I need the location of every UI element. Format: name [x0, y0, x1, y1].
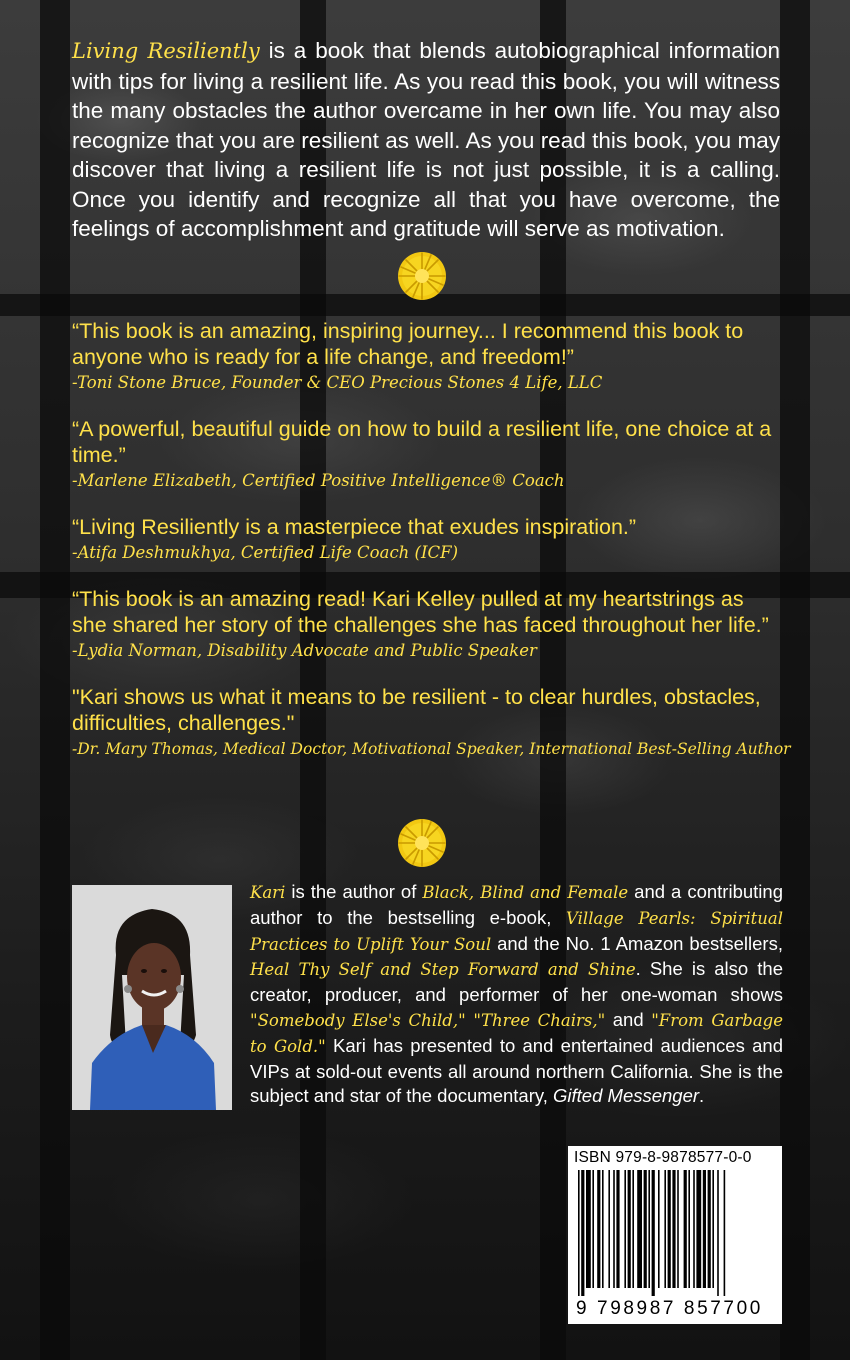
book-title: Living Resiliently: [72, 39, 260, 63]
barcode-bars: [578, 1170, 772, 1296]
author-name: Kari: [250, 883, 286, 902]
blurb-text: is a book that blends autobiographical information with tips for living a resilient life. As you read this book, you will witness the many obstacles the author overcame in her own life. You may also recognize that you are resilient as well. As you read this book, you may discover that living a resilient life is not just possible, it is a calling. Once you identify and recognize all that you have overcome, the feelings of accomplishment and gratitude will serve as motivation.: [72, 38, 780, 241]
quote-text: “A powerful, beautiful guide on how to build a resilient life, one choice at a time.”: [72, 417, 772, 467]
isbn-barcode: [568, 1146, 782, 1324]
barcode-bar: [664, 1170, 666, 1288]
barcode-bar: [608, 1170, 610, 1288]
quote-attribution: -Atifa Deshmukhya, Certified Life Coach (ICF): [72, 543, 459, 562]
barcode-bar: [677, 1170, 679, 1288]
book-title-2: Village Pearls: Spiritual Practices to Uplift Your Soul: [250, 908, 783, 954]
endorsement: [72, 586, 782, 662]
quote-text: "Kari shows us what it means to be resilient - to clear hurdles, obstacles, difficulties, challenges.": [72, 685, 761, 735]
barcode-bar: [578, 1170, 580, 1296]
barcode-bar: [652, 1170, 655, 1296]
endorsements: [72, 318, 791, 782]
barcode-bar: [724, 1170, 726, 1296]
barcode-bar: [637, 1170, 642, 1288]
quote-attribution: -Marlene Elizabeth, Certified Positive Intelligence® Coach: [72, 471, 565, 490]
endorsement: [72, 416, 782, 492]
barcode-bar: [581, 1170, 584, 1296]
quote-attribution: -Toni Stone Bruce, Founder & CEO Precious Stones 4 Life, LLC: [72, 373, 603, 392]
barcode-bar: [668, 1170, 671, 1288]
barcode-bar: [632, 1170, 634, 1288]
barcode-bar: [672, 1170, 675, 1288]
barcode-bar: [717, 1170, 719, 1296]
barcode-bar: [592, 1170, 594, 1288]
endorsement: [72, 514, 782, 564]
author-portrait: [72, 885, 232, 1110]
bio-text: is the author of: [285, 881, 423, 902]
bio-text: and a contributing author to the bestselling e-book,: [250, 881, 783, 928]
documentary-title: Gifted Messenger: [553, 1085, 700, 1107]
author-photo: [72, 885, 232, 1110]
author-bio: [250, 880, 783, 1109]
barcode-bar: [688, 1170, 690, 1288]
barcode-bar: [693, 1170, 695, 1288]
book-title-1: Black, Blind and Female: [422, 883, 629, 902]
bio-text: . She is also the creator, producer, and performer of her one-woman shows: [250, 958, 783, 1006]
bio-text: and: [605, 1008, 652, 1030]
bio-text: Kari has presented to and entertained audiences and VIPs at sold-out events all around northern California. She is the subject and star of the documentary,: [250, 1034, 783, 1107]
barcode-bar: [602, 1170, 604, 1288]
barcode-bar: [613, 1170, 615, 1288]
barcode-digits: 9 798987 857700: [576, 1298, 763, 1319]
quote-text: “Living Resiliently is a masterpiece that exudes inspiration.”: [72, 515, 637, 539]
barcode-bar: [624, 1170, 626, 1288]
barcode-bar: [658, 1170, 660, 1288]
barcode-bar: [703, 1170, 706, 1288]
barcode-bar: [696, 1170, 701, 1288]
quote-attribution: -Dr. Mary Thomas, Medical Doctor, Motivational Speaker, International Best-Selling Author: [72, 740, 791, 758]
barcode-bar: [708, 1170, 711, 1288]
quote-text: “This book is an amazing read! Kari Kelley pulled at my heartstrings as she shared her story of the challenges she has faced throughout her life.”: [72, 587, 769, 637]
barcode-bar: [684, 1170, 687, 1288]
barcode-bar: [586, 1170, 591, 1288]
book-blurb: [72, 36, 780, 244]
quote-text: “This book is an amazing, inspiring journey... I recommend this book to anyone who is ready for a life change, and freedom!”: [72, 319, 744, 369]
dandelion-flower-icon: [394, 815, 450, 871]
endorsement: [72, 684, 791, 760]
dandelion-flower-icon: [394, 248, 450, 304]
isbn-label: ISBN 979-8-9878577-0-0: [574, 1149, 752, 1166]
barcode-bar: [644, 1170, 647, 1288]
barcode-bar: [648, 1170, 650, 1288]
bio-text: .: [699, 1085, 705, 1107]
barcode-bar: [628, 1170, 631, 1288]
quote-attribution: -Lydia Norman, Disability Advocate and Public Speaker: [72, 641, 537, 660]
barcode-bar: [616, 1170, 619, 1288]
endorsement: [72, 318, 782, 394]
show-title-3: "From Garbage to Gold.": [250, 1010, 783, 1056]
bio-text: and the No. 1 Amazon bestsellers,: [491, 932, 783, 954]
barcode-bar: [712, 1170, 714, 1288]
barcode-bar: [597, 1170, 600, 1288]
show-titles: "Somebody Else's Child," "Three Chairs,": [250, 1010, 606, 1030]
book-title-3: Heal Thy Self and Step Forward and Shine: [250, 960, 636, 980]
